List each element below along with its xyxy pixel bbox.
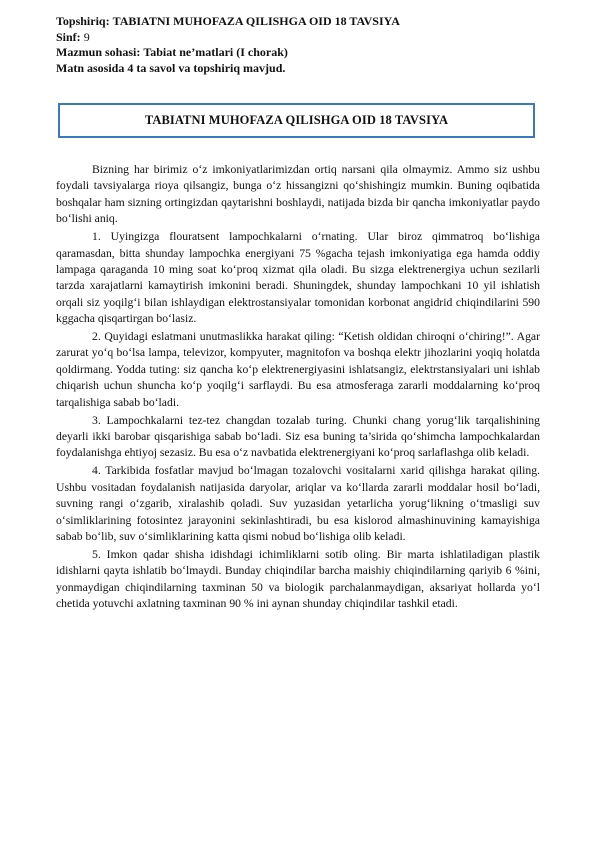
grade-label: Sinf: bbox=[56, 29, 81, 44]
task-value: TABIATNI MUHOFAZA QILISHGA OID 18 TAVSIYA bbox=[112, 14, 400, 28]
grade-line bbox=[56, 30, 400, 46]
recommendation-1: 1. Uyingizga flouratsent lampochkalarni o‘rnating. Ular biroz qimmatroq bo‘lishiga qaramasdan, bitta shunday lampochka energiyani 75 %gacha tejash imkoniyatiga ega hamda oddiy lampaga qaraganda 10 ming soat ko‘proq xizmat qila oladi. Bu sizga elektrenergiya uchun sezilarli tarzda xarajatlarni kamaytirish imkonini beradi. Shuningdek, shunday lampochkani 10 yil ishlatish orqali siz yoqilg‘i bilan ishlaydigan elektrostansiyalar tomonidan korbonat angidrid chiqindilarini 590 kggacha qisqartirgan bo‘lasiz. bbox=[56, 230, 540, 326]
content-label: Mazmun sohasi: bbox=[56, 45, 141, 59]
content-value: Tabiat ne’matlari (I chorak) bbox=[143, 45, 288, 59]
recommendation-4: 4. Tarkibida fosfatlar mavjud bo‘lmagan tozalovchi vositalarni xarid qilishga harakat qiling. Ushbu vositadan foydalanish natijasida daryolar, ariqlar va ko‘llarda zararli moddalar hosil bo‘ladi, suvning rangi o‘zgarib, xiralashib qoladi. Suv yuzasidan yetarlicha yorug‘likning o‘tmasligi suv o‘simliklarining fotosintez jarayonini sekinlashtiradi, bu esa kislorod almashinuvining kamayishiga sabab bo‘lib, suv o‘simliklarining katta qismi nobud bo‘lishiga olib keladi. bbox=[56, 464, 540, 543]
title-box bbox=[58, 103, 535, 138]
recommendation-2: 2. Quyidagi eslatmani unutmaslikka harakat qiling: “Ketish oldidan chiroqni o‘chiring!”. Agar zarurat yo‘q bo‘lsa lampa, televizor, kompyuter, magnitofon va boshqa elektr jihozlarini yoqiq holatda qoldirmang. Yodda tuting: siz qancha ko‘p elektrenergiyasini ishlatsangiz, elektrstansiyalari uni ishlab chiqarish uchun shuncha ko‘p yoqilg‘i sarflaydi. Bu esa atmosferaga zararli moddalarning ko‘proq tarqalishiga sabab bo‘ladi. bbox=[56, 330, 540, 409]
questions-note: Matn asosida 4 ta savol va topshiriq mavjud. bbox=[56, 60, 286, 75]
task-line bbox=[56, 14, 400, 30]
intro-paragraph: Bizning har birimiz o‘z imkoniyatlarimizdan ortiq narsani qila olmaymiz. Ammo siz ushbu foydali tavsiyalarga rioya qilsangiz, bunga o‘z hissangizni qo‘shishingiz mumkin. Buning oqibatida boshqalar ham sizning ortingizdan qaytarishni boshlaydi, natijada bizda bir qancha imkoniyatlar paydo bo‘lishi aniq. bbox=[56, 163, 540, 226]
grade-value: 9 bbox=[83, 29, 90, 44]
assignment-header bbox=[56, 14, 400, 76]
document-title: TABIATNI MUHOFAZA QILISHGA OID 18 TAVSIYA bbox=[144, 113, 449, 127]
document-body bbox=[56, 162, 540, 614]
content-line bbox=[56, 45, 400, 61]
recommendation-3: 3. Lampochkalarni tez-tez changdan tozalab turing. Chunki chang yorug‘lik tarqalishining deyarli ikki barobar qisqarishiga sabab bo‘ladi. Siz esa buning ta’sirida qo‘shimcha lampochkalardan foydalanishga ehtiyoj sezasiz. Bu esa o‘z navbatida elektrenergiyani ko‘proq sarlaflashga olib keladi. bbox=[56, 413, 540, 460]
recommendation-5: 5. Imkon qadar shisha idishdagi ichimliklarni sotib oling. Bir marta ishlatiladigan plastik idishlarni qayta ishlatib bo‘lmaydi. Bunday chiqindilar barcha maishiy chiqindilarning qariyib 6 %ini, yonmaydigan chiqindilarning taxminan 50 va biologik parchalanmaydigan, aksariyat hollarda yo‘l chetida yotuvchi axlatning taxminan 90 % ini aynan shunday chiqindilar tashkil etadi. bbox=[56, 547, 540, 611]
task-label: Topshiriq: bbox=[56, 14, 110, 28]
